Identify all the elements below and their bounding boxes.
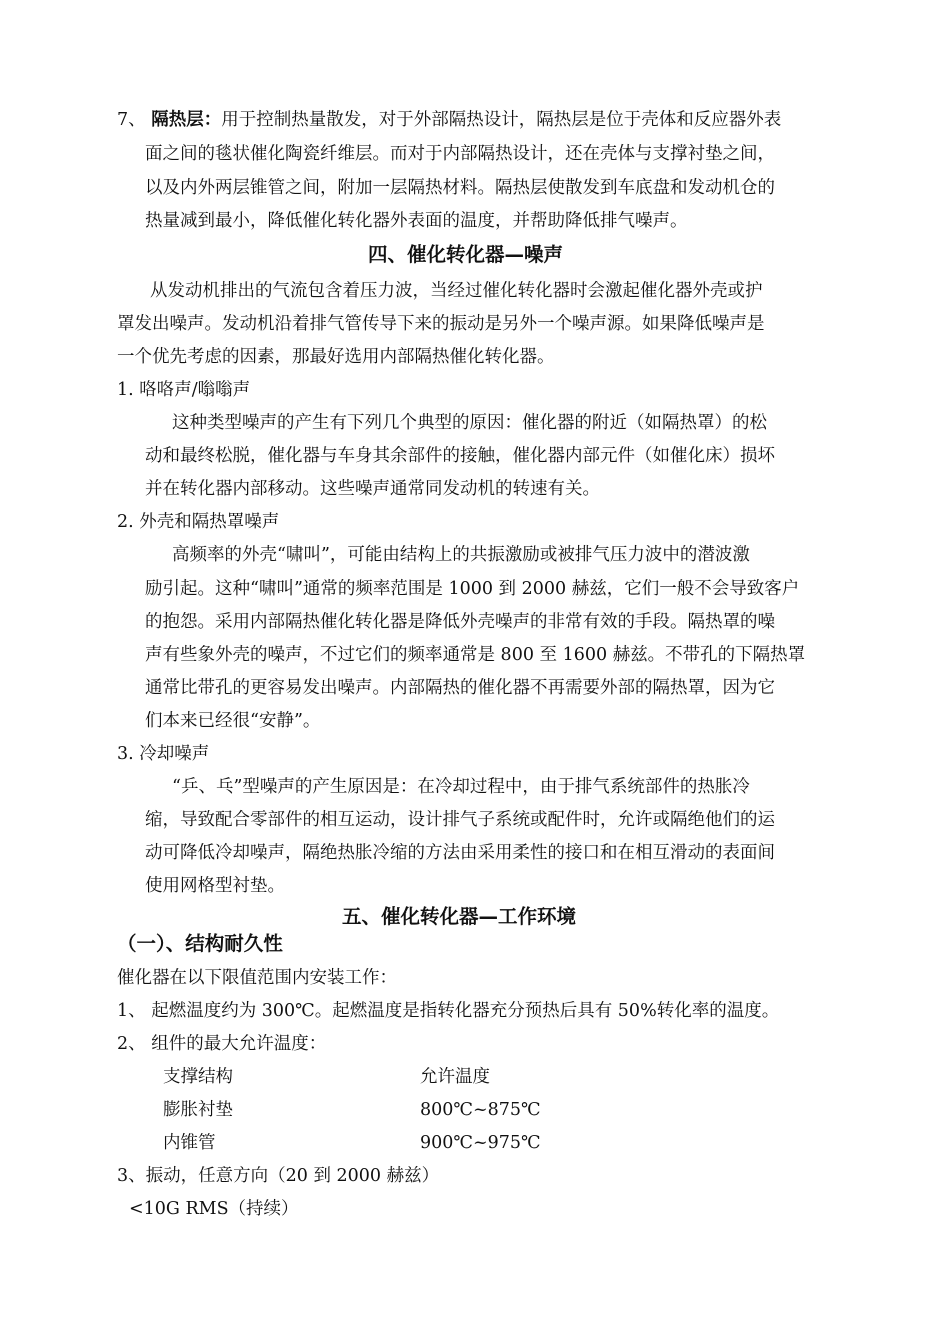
noise-item-1-line-3: 并在转化器内部移动。这些噪声通常同发动机的转速有关。	[145, 479, 600, 499]
table-header-structure: 支撑结构	[163, 1067, 233, 1087]
item-7-line-2: 面之间的毯状催化陶瓷纤维层。而对于内部隔热设计，还在壳体与支撑衬垫之间，	[145, 144, 775, 164]
item-7-text: 用于控制热量散发，对于外部隔热设计，隔热层是位于壳体和反应器外表	[221, 110, 782, 130]
item-7-term: 隔热层：	[151, 110, 222, 130]
noise-item-1-line-2: 动和最终松脱，催化器与车身其余部件的接触，催化器内部元件（如催化床）损坏	[145, 446, 775, 466]
noise-item-1-line-1: 这种类型噪声的产生有下列几个典型的原因：催化器的附近（如隔热罩）的松	[172, 413, 767, 433]
environment-intro: 催化器在以下限值范围内安装工作：	[117, 968, 397, 988]
noise-item-2-line-5: 通常比带孔的更容易发出噪声。内部隔热的催化器不再需要外部的隔热罩，因为它	[145, 678, 775, 698]
item-7-line-3: 以及内外两层锥管之间，附加一层隔热材料。隔热层使散发到车底盘和发动机仓的	[145, 178, 775, 198]
environment-point-2: 2、 组件的最大允许温度：	[117, 1034, 327, 1054]
item-7-line-4: 热量减到最小，降低催化转化器外表面的温度，并帮助降低排气噪声。	[145, 211, 688, 231]
noise-item-3-line-4: 使用网格型衬垫。	[145, 876, 285, 896]
noise-item-2-title: 2. 外壳和隔热罩噪声	[117, 512, 280, 532]
table-cell-component: 膨胀衬垫	[163, 1100, 233, 1120]
noise-item-2-line-1: 高频率的外壳“啸叫”，可能由结构上的共振激励或被排气压力波中的潜波激	[172, 545, 750, 565]
table-cell-component: 内锥管	[163, 1133, 216, 1153]
section-heading-noise: 四、催化转化器—噪声	[368, 243, 564, 266]
noise-intro-line-1: 从发动机排出的气流包含着压力波，当经过催化转化器时会激起催化器外壳或护	[150, 281, 763, 301]
table-cell-temperature: 900℃~975℃	[420, 1133, 541, 1153]
noise-item-3-title: 3. 冷却噪声	[117, 744, 210, 764]
vibration-limit: <10G RMS（持续）	[129, 1199, 299, 1219]
noise-item-3-line-1: “乒、乓”型噪声的产生原因是：在冷却过程中，由于排气系统部件的热胀冷	[172, 777, 750, 797]
noise-intro-line-2: 罩发出噪声。发动机沿着排气管传导下来的振动是另外一个噪声源。如果降低噪声是	[117, 314, 765, 334]
noise-item-2-line-2: 励引起。这种“啸叫”通常的频率范围是 1000 到 2000 赫兹，它们一般不会导致客户	[145, 579, 800, 599]
subheading-structural-durability: （一）、结构耐久性	[117, 932, 283, 955]
noise-item-3-line-2: 缩，导致配合零部件的相互运动，设计排气子系统或配件时，允许或隔绝他们的运	[145, 810, 775, 830]
noise-intro-line-3: 一个优先考虑的因素，那最好选用内部隔热催化转化器。	[117, 347, 555, 367]
environment-point-1: 1、 起燃温度约为 300℃。起燃温度是指转化器充分预热后具有 50%转化率的温度。	[117, 1001, 780, 1021]
noise-item-1-title: 1. 咯咯声/嗡嗡声	[117, 380, 251, 400]
section-heading-environment: 五、催化转化器—工作环境	[342, 905, 577, 928]
noise-item-2-line-4: 声有些象外壳的噪声，不过它们的频率通常是 800 至 1600 赫兹。不带孔的下隔热罩	[145, 645, 806, 665]
noise-item-2-line-6: 们本来已经很“安静”。	[145, 711, 321, 731]
item-7-number: 7、	[117, 110, 146, 130]
noise-item-3-line-3: 动可降低冷却噪声，隔绝热胀冷缩的方法由采用柔性的接口和在相互滑动的表面间	[145, 843, 775, 863]
item-7-line-1	[117, 108, 781, 132]
environment-point-3: 3、振动，任意方向（20 到 2000 赫兹）	[117, 1166, 440, 1186]
table-header-temperature: 允许温度	[420, 1067, 490, 1087]
table-cell-temperature: 800℃~875℃	[420, 1100, 541, 1120]
noise-item-2-line-3: 的抱怨。采用内部隔热催化转化器是降低外壳噪声的非常有效的手段。隔热罩的噪	[145, 612, 775, 632]
